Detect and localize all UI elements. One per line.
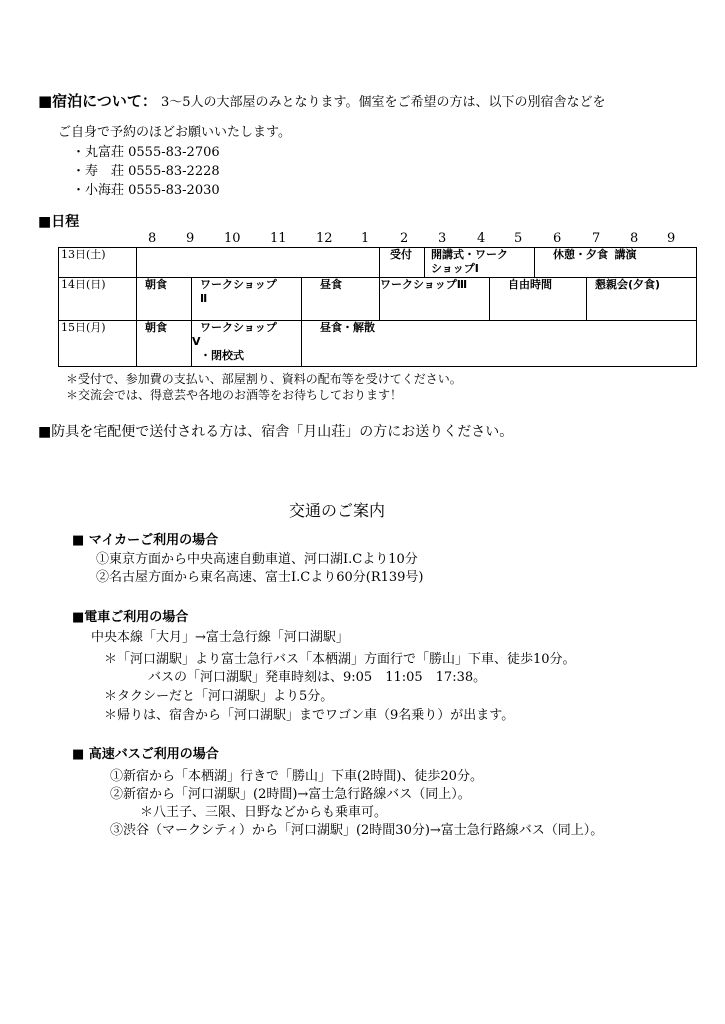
car-heading: ■ マイカーご利用の場合 [72,533,219,548]
train-bus-times: バスの「河口湖駅」発車時刻は、9:05 11:05 17:38。 [148,670,487,685]
rest-cell: 休憩・夕食 [535,248,587,278]
lodging-heading: ■宿泊について： [38,92,157,110]
train-taxi: ＊タクシーだと「河口湖駅」より5分。 [104,689,334,704]
hour-label: 3 [438,231,447,246]
hour-label: 2 [400,231,409,246]
car-route-1: ①東京方面から中央高速自動車道、河口湖I.Cより10分 [96,552,418,567]
workshop-number: Ⅴ [192,335,201,348]
lodging-text-1: 3〜5人の大部屋のみとなります。個室をご希望の方は、以下の別宿舎などを [161,95,606,110]
train-bus: ＊「河口湖駅」より富士急行バス「本栖湖」方面行で「勝山」下車、徒歩10分。 [104,652,576,667]
opening-line-2: ショップⅠ [431,262,479,275]
reception-cell: 受付 [380,248,425,278]
highway-bus-heading: ■ 高速バスご利用の場合 [72,747,219,762]
workshop-3-cell: ワークショップⅢ [380,278,490,321]
table-row [59,278,697,321]
hour-label: 1 [361,231,370,246]
table-row [59,321,697,367]
hour-label: 4 [477,231,486,246]
schedule-note-2: ＊交流会では、得意芸や各地のお酒等をお待ちしております！ [66,388,403,402]
workshop-2-cell [192,278,302,321]
train-wagon: ＊帰りは、宿舎から「河口湖駅」までワゴン車（9名乗り）が出ます。 [104,708,515,723]
highway-bus-route-2-note: ＊八王子、三限、日野などからも乗車可。 [140,805,388,820]
opening-cell [425,248,535,278]
highway-bus-route-3: ③渋谷（マークシティ）から「河口湖駅」(2時間30分)→富士急行路線バス（同上）。 [110,823,604,838]
workshop-label: ワークショップ [200,321,277,334]
train-heading: ■電車ご利用の場合 [72,610,189,625]
train-line: 中央本線「大月」→富士急行線「河口湖駅」 [91,630,349,645]
date-cell: 15日(月) [59,321,137,367]
workshop-number: Ⅱ [200,292,208,305]
closing-ceremony: ・閉校式 [200,349,244,362]
workshop-label: ワークショップ [200,278,277,291]
schedule-table [58,247,697,367]
lodging-section [38,90,606,111]
free-time-cell: 自由時間 [490,278,587,321]
party-cell: 懇親会(夕食) [587,278,697,321]
inn-kokai: ・小海荘 0555-83-2030 [72,183,220,198]
workshop-5-cell [192,321,302,367]
date-cell: 14日(日) [59,278,137,321]
schedule-note-1: ＊受付で、参加費の支払い、部屋割り、資料の配布等を受けてください。 [66,372,462,386]
access-title: 交通のご案内 [289,501,386,520]
schedule-heading: ■日程 [38,214,80,230]
breakfast-cell: 朝食 [137,278,192,321]
lodging-text-2: ご自身で予約のほどお願いいたします。 [58,125,291,140]
hour-label: 8 [630,231,639,246]
hour-label: 6 [553,231,562,246]
hour-label: 10 [224,231,241,246]
hour-axis [0,231,725,247]
inn-marutomi: ・丸富荘 0555-83-2706 [72,145,220,160]
hour-label: 12 [316,231,333,246]
lunch-cell: 昼食 [302,278,380,321]
lunch-dismissal-cell: 昼食・解散 [302,321,697,367]
hour-label: 9 [667,231,676,246]
breakfast-cell: 朝食 [137,321,192,367]
hour-label: 5 [514,231,523,246]
empty-cell [137,248,380,278]
table-row [59,248,697,278]
highway-bus-route-1: ①新宿から「本栖湖」行きで「勝山」下車(2時間)、徒歩20分。 [110,769,483,784]
hour-label: 11 [270,231,287,246]
highway-bus-route-2: ②新宿から「河口湖駅」(2時間)→富士急行路線バス（同上）。 [110,787,471,802]
date-cell: 13日(土) [59,248,137,278]
car-route-2: ②名古屋方面から東名高速、富士I.Cより60分(R139号) [96,570,424,585]
hour-label: 8 [148,231,157,246]
opening-line-1: 開講式・ワーク [431,248,508,261]
inn-kotobuki: ・寿 荘 0555-83-2228 [72,164,220,179]
lecture-cell: 講演 [587,248,697,278]
delivery-note: ■防具を宅配便で送付される方は、宿舎「月山荘」の方にお送りください。 [38,424,514,440]
hour-label: 9 [186,231,195,246]
hour-label: 7 [592,231,601,246]
